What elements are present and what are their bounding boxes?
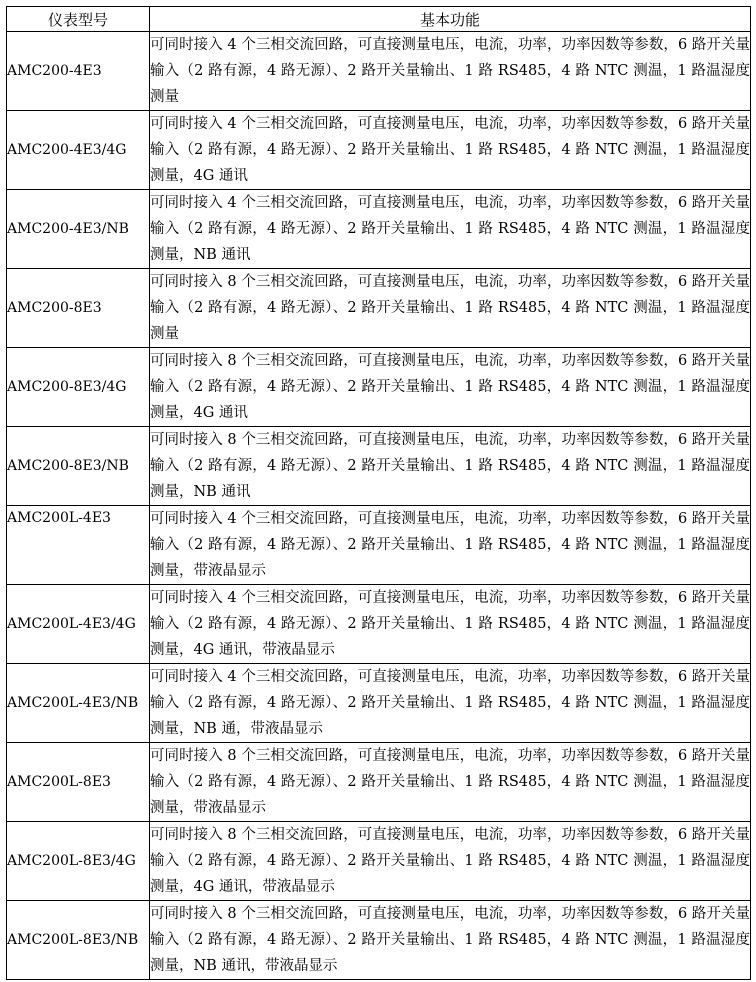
model-cell: AMC200-8E3/4G xyxy=(7,348,150,427)
model-cell: AMC200L-4E3/4G xyxy=(7,585,150,664)
function-cell: 可同时接入 8 个三相交流回路，可直接测量电压，电流，功率，功率因数等参数，6 路开关量输入（2 路有源，4 路无源）、2 路开关量输出、1 路 RS485，4 路 NTC 测温，1 路温湿度测量，4G 通讯，带液晶显示 xyxy=(150,822,751,901)
model-cell: AMC200L-8E3/NB xyxy=(7,901,150,980)
function-cell: 可同时接入 4 个三相交流回路，可直接测量电压，电流，功率，功率因数等参数，6 路开关量输入（2 路有源，4 路无源）、2 路开关量输出、1 路 RS485，4 路 NTC 测温，1 路温湿度测量，NB 通，带液晶显示 xyxy=(150,664,751,743)
table-row xyxy=(7,269,751,348)
table-row xyxy=(7,901,751,980)
table-row xyxy=(7,348,751,427)
function-cell: 可同时接入 4 个三相交流回路，可直接测量电压，电流，功率，功率因数等参数，6 路开关量输入（2 路有源，4 路无源）、2 路开关量输出、1 路 RS485，4 路 NTC 测温，1 路温湿度测量 xyxy=(150,32,751,111)
table-row xyxy=(7,664,751,743)
function-cell: 可同时接入 8 个三相交流回路，可直接测量电压，电流，功率，功率因数等参数，6 路开关量输入（2 路有源，4 路无源）、2 路开关量输出、1 路 RS485，4 路 NTC 测温，1 路温湿度测量，带液晶显示 xyxy=(150,743,751,822)
model-cell: AMC200L-4E3/NB xyxy=(7,664,150,743)
header-function: 基本功能 xyxy=(150,7,751,32)
function-cell: 可同时接入 4 个三相交流回路，可直接测量电压，电流，功率，功率因数等参数，6 路开关量输入（2 路有源，4 路无源）、2 路开关量输出、1 路 RS485，4 路 NTC 测温，1 路温湿度测量，4G 通讯，带液晶显示 xyxy=(150,585,751,664)
model-cell: AMC200L-8E3 xyxy=(7,743,150,822)
function-cell: 可同时接入 4 个三相交流回路，可直接测量电压，电流，功率，功率因数等参数，6 路开关量输入（2 路有源，4 路无源）、2 路开关量输出、1 路 RS485，4 路 NTC 测温，1 路温湿度测量，带液晶显示 xyxy=(150,506,751,585)
function-cell: 可同时接入 4 个三相交流回路，可直接测量电压，电流，功率，功率因数等参数，6 路开关量输入（2 路有源，4 路无源）、2 路开关量输出、1 路 RS485，4 路 NTC 测温，1 路温湿度测量，NB 通讯 xyxy=(150,190,751,269)
function-cell: 可同时接入 8 个三相交流回路，可直接测量电压，电流，功率，功率因数等参数，6 路开关量输入（2 路有源，4 路无源）、2 路开关量输出、1 路 RS485，4 路 NTC 测温，1 路温湿度测量，NB 通讯 xyxy=(150,427,751,506)
function-cell: 可同时接入 8 个三相交流回路，可直接测量电压，电流，功率，功率因数等参数，6 路开关量输入（2 路有源，4 路无源）、2 路开关量输出、1 路 RS485，4 路 NTC 测温，1 路温湿度测量，4G 通讯 xyxy=(150,348,751,427)
model-cell: AMC200-8E3/NB xyxy=(7,427,150,506)
model-cell: AMC200-4E3/NB xyxy=(7,190,150,269)
table-header-row xyxy=(7,7,751,32)
model-cell: AMC200L-8E3/4G xyxy=(7,822,150,901)
header-model: 仪表型号 xyxy=(7,7,150,32)
table-row xyxy=(7,506,751,585)
table-row xyxy=(7,427,751,506)
table-row xyxy=(7,190,751,269)
function-cell: 可同时接入 8 个三相交流回路，可直接测量电压，电流，功率，功率因数等参数，6 路开关量输入（2 路有源，4 路无源）、2 路开关量输出、1 路 RS485，4 路 NTC 测温，1 路温湿度测量，NB 通讯，带液晶显示 xyxy=(150,901,751,980)
table-row xyxy=(7,585,751,664)
table-row xyxy=(7,111,751,190)
model-cell: AMC200-4E3 xyxy=(7,32,150,111)
table-row xyxy=(7,822,751,901)
function-cell: 可同时接入 8 个三相交流回路，可直接测量电压，电流，功率，功率因数等参数，6 路开关量输入（2 路有源，4 路无源）、2 路开关量输出、1 路 RS485，4 路 NTC 测温，1 路温湿度测量 xyxy=(150,269,751,348)
model-cell: AMC200-4E3/4G xyxy=(7,111,150,190)
model-cell: AMC200L-4E3 xyxy=(7,506,150,585)
function-cell: 可同时接入 4 个三相交流回路，可直接测量电压，电流，功率，功率因数等参数，6 路开关量输入（2 路有源，4 路无源）、2 路开关量输出、1 路 RS485，4 路 NTC 测温，1 路温湿度测量，4G 通讯 xyxy=(150,111,751,190)
model-function-table xyxy=(6,6,751,980)
table-row xyxy=(7,32,751,111)
table-row xyxy=(7,743,751,822)
model-cell: AMC200-8E3 xyxy=(7,269,150,348)
